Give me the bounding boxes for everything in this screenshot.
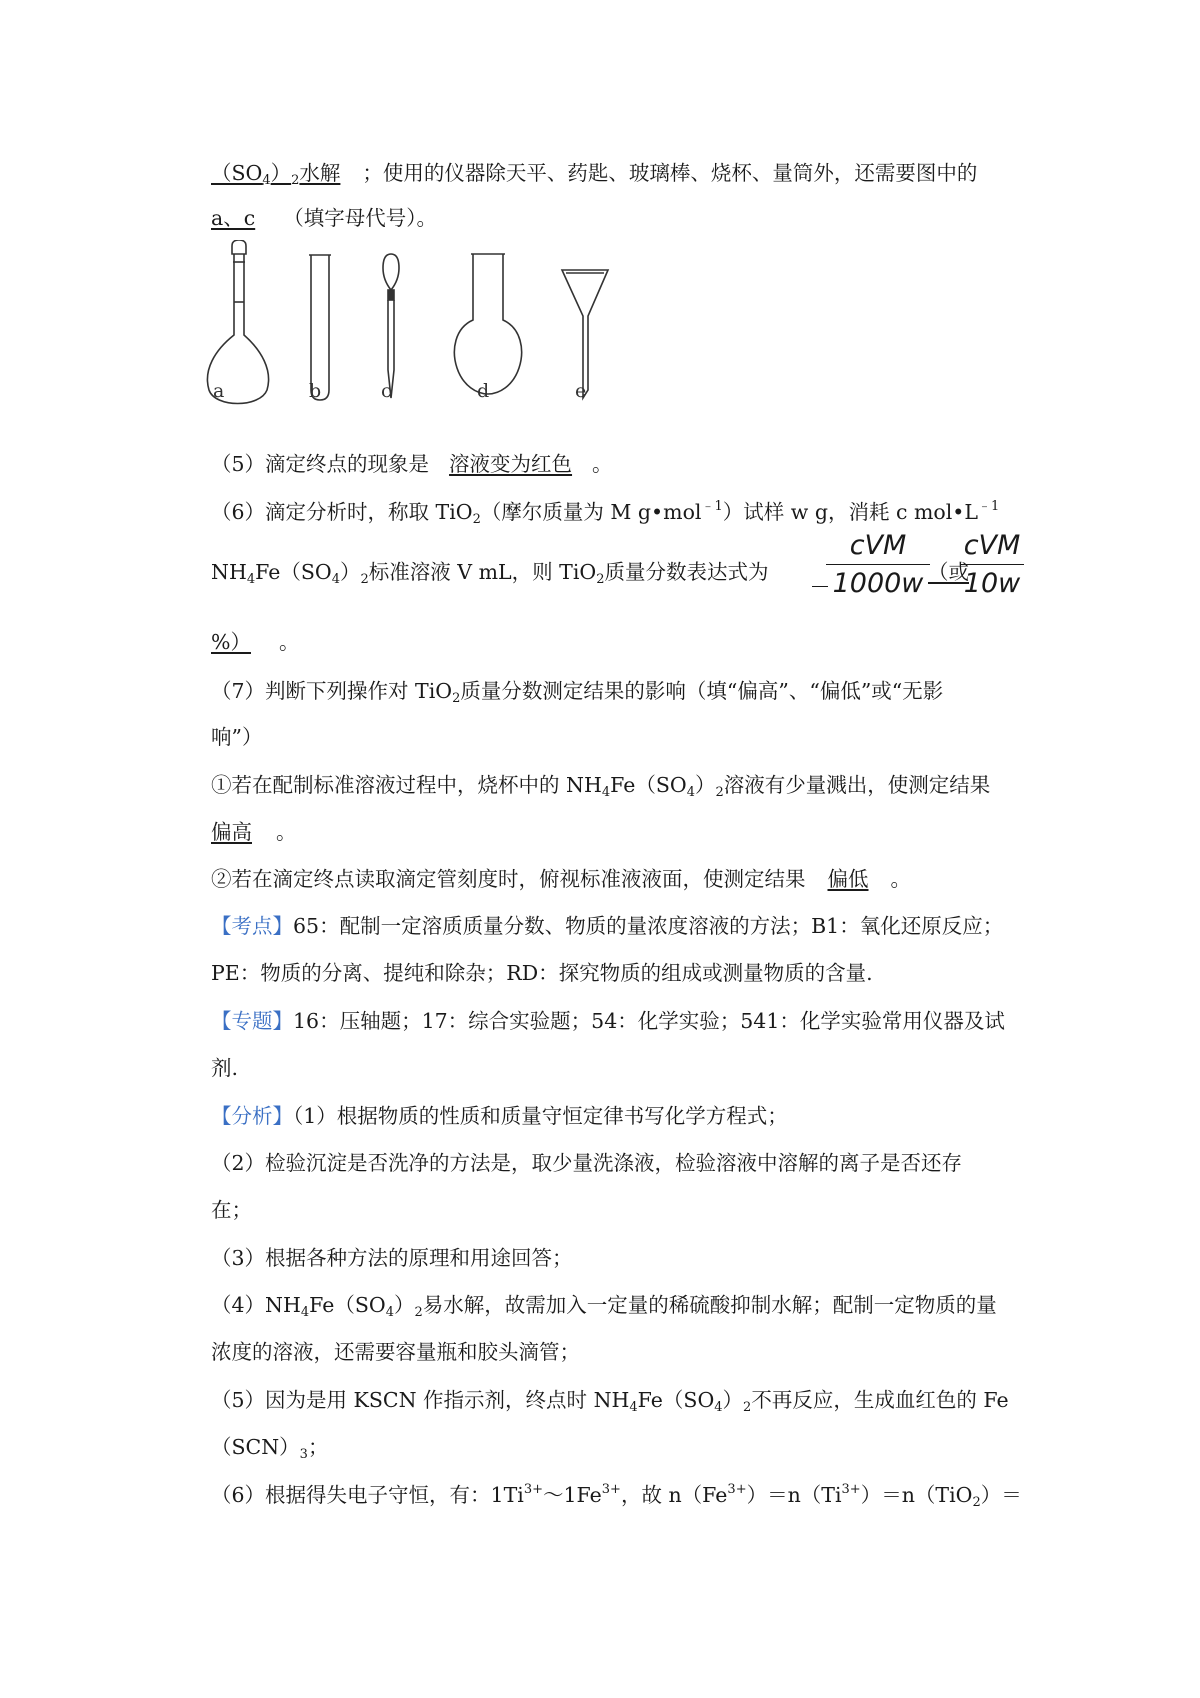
- q7-line-2: 响”）: [211, 725, 263, 749]
- test-tube-icon: [309, 255, 331, 400]
- fenxi-line-1: 【分析】（1）根据物质的性质和质量守恒定律书写化学方程式；: [211, 1104, 788, 1128]
- answer-blank-instruments: a、c: [211, 206, 256, 230]
- q4-tail-line-1: $(SO_4)_2$水解 ；使用的仪器除天平、药匙、玻璃棒、烧杯、量筒外，还需要图中的: [211, 161, 978, 188]
- fenxi-line-3: 在；: [211, 1198, 252, 1222]
- q6-line-3: %） 。: [211, 630, 300, 654]
- q7-item-2: ②若在滴定终点读取滴定管刻度时，俯视标准液液面，使测定结果 偏低 。: [211, 867, 911, 891]
- answer-blank-endpoint: 溶液变为红色: [449, 452, 573, 476]
- apparatus-label-c: c: [381, 380, 392, 402]
- lab-apparatus-figure: [205, 240, 685, 440]
- fraction-cvm-10w: cVM 10w: [960, 530, 1024, 599]
- fenxi-tag: 【分析】: [211, 1104, 293, 1128]
- q7-item-1-answer-line: 偏高 。: [211, 820, 297, 844]
- q5-line: （5）滴定终点的现象是 溶液变为红色 。: [211, 452, 613, 476]
- round-flask-icon: [454, 254, 521, 394]
- funnel-icon: [562, 270, 608, 398]
- answer-blank-high: 偏高: [211, 820, 252, 844]
- fenxi-line-6: 浓度的溶液，还需要容量瓶和胶头滴管；: [211, 1340, 580, 1364]
- volumetric-flask-icon: [207, 240, 268, 404]
- fenxi-line-8: $(SCN)_3$；: [211, 1435, 329, 1462]
- q6-or-text: （或: [928, 560, 969, 584]
- apparatus-label-b: b: [309, 380, 322, 402]
- dropper-icon: [383, 254, 399, 398]
- apparatus-label-e: e: [575, 380, 587, 402]
- kaodian-tag: 【考点】: [211, 914, 293, 938]
- answer-blank-percent: %）: [211, 630, 251, 654]
- fenxi-line-2: （2）检验沉淀是否洗净的方法是，取少量洗涤液，检验溶液中溶解的离子是否还存: [211, 1151, 963, 1175]
- fenxi-line-5: $(4)NH_4Fe(SO_4)_2$易水解，故需加入一定量的稀硫酸抑制水解；配制一定物质的量: [211, 1293, 997, 1320]
- fraction-cvm-1000w: cVM 1000w: [826, 530, 930, 599]
- zhuanti-line-2: 剂.: [211, 1056, 239, 1080]
- apparatus-label-d: d: [477, 380, 490, 402]
- fenxi-line-4: （3）根据各种方法的原理和用途回答；: [211, 1246, 573, 1270]
- fenxi-line-9: （6）根据得失电子守恒，有：$1Ti^{3+}\sim 1Fe^{3+}$，故 $n(Fe^{3+})=n(Ti^{3+})=n(TiO_2)=$: [211, 1482, 1022, 1510]
- q6-line-2: $NH_4Fe(SO_4)_2$标准溶液 V mL，则 TiO$_2$质量分数表达式为: [211, 560, 769, 587]
- q7-item-1: ①若在配制标准溶液过程中，烧杯中的 $NH_4Fe(SO_4)_2$溶液有少量溅出，使测定结果: [211, 773, 991, 800]
- q6-line-1: （6）滴定分析时，称取 TiO$_2$（摩尔质量为 M g•mol$^{﹣1}$）试样 w g，消耗 c $mol•L^{﹣1}$: [211, 499, 1000, 527]
- apparatus-label-a: a: [213, 380, 225, 402]
- zhuanti-line-1: 【专题】16：压轴题；17：综合实验题；54：化学实验；541：化学实验常用仪器及试: [211, 1009, 1005, 1033]
- answer-blank-low: 偏低: [827, 867, 869, 891]
- kaodian-line-2: PE：物质的分离、提纯和除杂；RD：探究物质的组成或测量物质的含量.: [211, 961, 873, 985]
- kaodian-line-1: 【考点】65：配制一定溶质质量分数、物质的量浓度溶液的方法；B1：氧化还原反应；: [211, 914, 1004, 938]
- q7-line-1: （7）判断下列操作对 TiO$_2$质量分数测定结果的影响（填“偏高”、“偏低”或“无影: [211, 679, 944, 706]
- q4-tail-line-2: a、c （填字母代号）。: [211, 206, 437, 230]
- answer-blank-hydrolysis: $(SO_4)_2$水解: [211, 161, 341, 188]
- zhuanti-tag: 【专题】: [211, 1009, 293, 1033]
- fenxi-line-7: （5）因为是用 KSCN 作指示剂，终点时 $NH_4Fe(SO_4)_2$不再反应，生成血红色的 Fe: [211, 1388, 1009, 1415]
